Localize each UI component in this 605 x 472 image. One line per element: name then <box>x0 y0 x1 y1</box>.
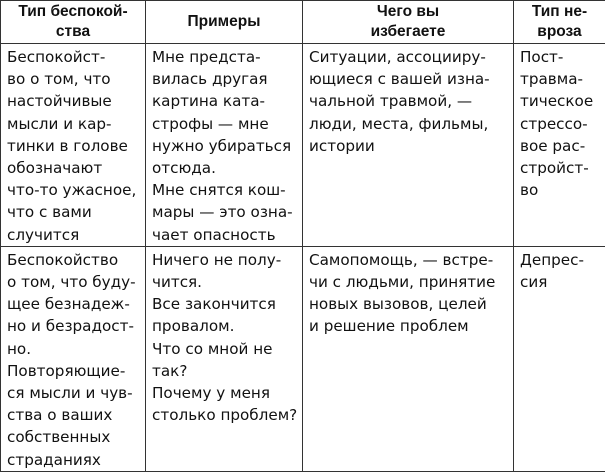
text-line: нужно убираться <box>152 135 297 157</box>
text-line: мары — это озна- <box>152 201 297 223</box>
text-line: провалом. <box>152 315 297 337</box>
text-line: сия <box>520 271 600 293</box>
text-line: во <box>520 179 600 201</box>
text-line: строфы — мне <box>152 113 297 135</box>
text-line: ющиеся с вашей изна- <box>309 68 508 90</box>
cell-worry-type <box>1 246 146 471</box>
header-worry-type: Тип беспокой- ства <box>1 1 146 44</box>
text-line: стройст- <box>520 157 600 179</box>
text-line: картина ката- <box>152 90 297 112</box>
text-line: во о том, что <box>7 68 140 90</box>
table-row <box>1 246 605 471</box>
text-line: Мне снятся кош- <box>152 179 297 201</box>
text-line: вилась другая <box>152 68 297 90</box>
text-line: вое рас- <box>520 135 600 157</box>
text-line: Мне предста- <box>152 46 297 68</box>
text-line: но и безрадост- <box>7 315 140 337</box>
text-line: истории <box>309 135 508 157</box>
cell-neurosis-type <box>514 44 605 247</box>
text-line: Самопомощь, — встре- <box>309 249 508 271</box>
text-line: Повторяющие- <box>7 360 140 382</box>
text-line: травма- <box>520 68 600 90</box>
cell-examples <box>146 44 303 247</box>
header-row <box>1 1 605 44</box>
header-avoid: Чего вы избегаете <box>303 1 514 44</box>
text-line: Депрес- <box>520 249 600 271</box>
table-row <box>1 44 605 247</box>
text-line: Ситуации, ассоцииру- <box>309 46 508 68</box>
text-line: чится. <box>152 271 297 293</box>
text-line: и решение проблем <box>309 315 508 337</box>
text-line: так? <box>152 360 297 382</box>
text-line: что-то ужасное, <box>7 179 140 201</box>
cell-avoid <box>303 44 514 247</box>
text-line: что с вами <box>7 201 140 223</box>
cell-avoid <box>303 246 514 471</box>
text-line: отсюда. <box>152 157 297 179</box>
text-line: Беспокойство <box>7 249 140 271</box>
text-line: люди, места, фильмы, <box>309 113 508 135</box>
text-line: мысли и кар- <box>7 113 140 135</box>
text-line: стрессо- <box>520 113 600 135</box>
text-line: случится <box>7 224 140 246</box>
text-line: тинки в голове <box>7 135 140 157</box>
text-line: страданиях <box>7 449 140 471</box>
text-line: Почему у меня <box>152 382 297 404</box>
text-line: чает опасность <box>152 224 297 246</box>
text-line: Беспокойст- <box>7 46 140 68</box>
header-neurosis-type: Тип не- вроза <box>514 1 605 44</box>
text-line: о том, что буду- <box>7 271 140 293</box>
cell-neurosis-type <box>514 246 605 471</box>
text-line: ся мысли и чув- <box>7 382 140 404</box>
text-line: тическое <box>520 90 600 112</box>
text-line: Что со мной не <box>152 338 297 360</box>
text-line: обозначают <box>7 157 140 179</box>
text-line: чи с людьми, принятие <box>309 271 508 293</box>
cell-worry-type <box>1 44 146 247</box>
text-line: Пост- <box>520 46 600 68</box>
text-line: собственных <box>7 426 140 448</box>
header-examples: Примеры <box>146 1 303 44</box>
text-line: щее безнадеж- <box>7 293 140 315</box>
text-line: столько проблем? <box>152 404 297 426</box>
cell-examples <box>146 246 303 471</box>
text-line: чальной травмой, — <box>309 90 508 112</box>
text-line: но. <box>7 338 140 360</box>
text-line: Ничего не полу- <box>152 249 297 271</box>
text-line: новых вызовов, целей <box>309 293 508 315</box>
text-line: ства о ваших <box>7 404 140 426</box>
text-line: Все закончится <box>152 293 297 315</box>
text-line: настойчивые <box>7 90 140 112</box>
